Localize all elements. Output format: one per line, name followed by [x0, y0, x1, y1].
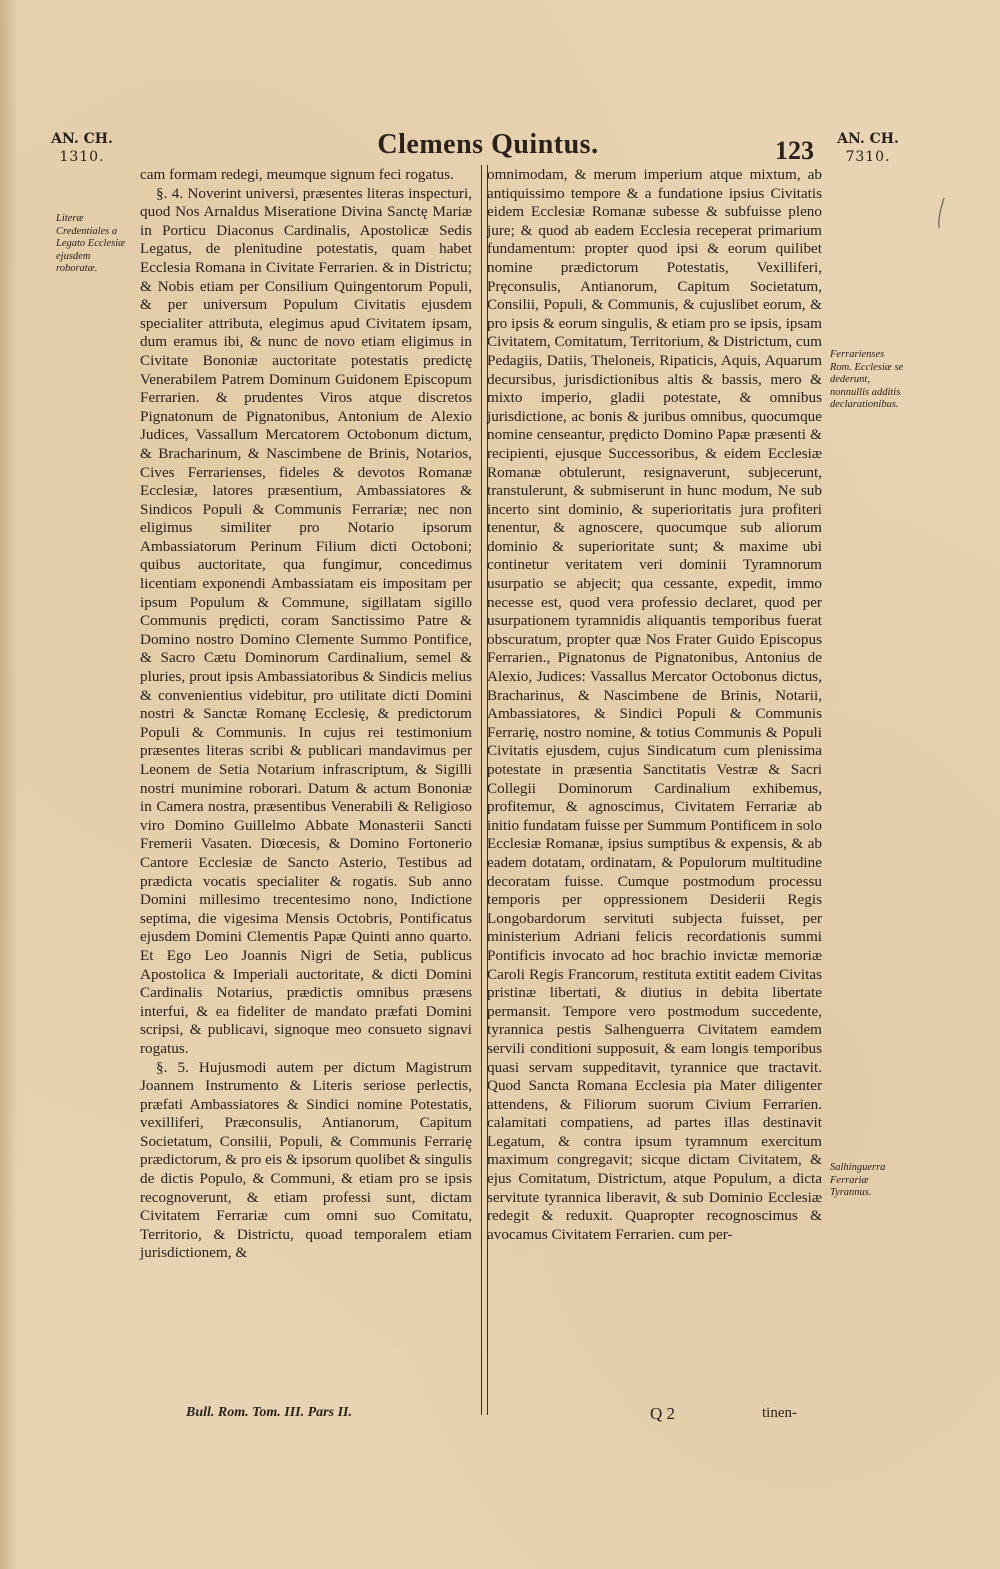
- year-left: 1310.: [59, 149, 105, 165]
- running-head-right: [828, 130, 908, 166]
- signature-mark: Q 2: [650, 1404, 676, 1423]
- text-column-left: [140, 166, 472, 1263]
- paragraph: cam formam redegi, meumque signum feci rogatus.: [140, 166, 454, 183]
- paragraph-section-4: §. 4. Noverint universi, præsentes literas inspecturi, quod Nos Arnaldus Miseratione Divina Sanctę Mariæ in Porticu Diaconus Cardinalis, Apostolicæ Sedis Legatus, de plenitudine potestatis, quam habet Ecclesia Romana in Civitate Ferrarien. & in Districtu; & Nobis etiam per Consilium Quingentorum Populi, & per universum Populum Civitatis ejusdem specialiter attributa, elegimus apud Civitatem ipsam, dum eramus ibi, & nunc de novo etiam eligimus in Civitate Bononiæ auctoritate potestatis predictę Venerabilem Patrem Dominum Guidonem Episcopum Ferrarien. & prudentes Viros atque discretos Pignatonum de Pignatonibus, Antonium de Alexio Judices, Vassallum Mercatorem Octobonum dictum, & Bracharinum, & Nascimbene de Brinis, Notarios, Cives Ferrarienses, fideles & devotos Romanæ Ecclesiæ, latores præsentium, Ambassiatores & Sindicos Populi & Communis Ferrariæ; nec non eligimus similiter pro Notario ipsorum Ambassiatorum Perinum Filium dicti Octoboni; quibus auctoritate, qua fungimur, concedimus licentiam exponendi Ambassiatam eis impositam per ipsum Populum & Commune, sigillatam sigillo Communis prędicti, coram Sanctissimo Patre & Domino nostro Domino Clemente Summo Pontifice, & Sacro Cætu Dominorum Cardinalium, semel & pluries, prout ipsis Ambassiatoribus & Sindicis melius & convenientius videbitur, pro utilitate dicti Domini nostri & Sanctæ Romanę Ecclesię, & predictorum Populi & Communis. In cujus rei testimonium præsentes literas scribi & publicari mandavimus per Leonem de Setia Notarium infrascriptum, & Sigilli nostri munimine roborari. Datum & actum Bononiæ in Camera nostra, præsentibus Venerabili & Religioso viro Domino Guillelmo Abbate Monasterii Sancti Fremerii Vasaten. Diœcesis, & Domino Fortonerio Cantore Ecclesiæ de Sancto Asterio, Testibus ad prædicta vocatis specialiter & rogatis. Sub anno Domini millesimo trecentesimo nono, Indictione septima, die vigesima Mensis Octobris, Pontificatus ejusdem Domini Clementis Papæ Quinti anno quarto. Et Ego Leo Joannis Nigri de Setia, publicus Apostolica & Imperiali auctoritate, & dicti Domini Cardinalis Notarius, prædictis omnibus præsens interfui, & ea fideliter de mandato præfati Domini scripsi, & publicavi, signoque meo consueto signavi rogatus.: [140, 184, 472, 1057]
- text-column-right: [487, 166, 822, 1244]
- page-number: 123: [775, 136, 814, 165]
- margin-note-ferrara-surrender: Ferrarienses Rom. Ecclesiæ se dederunt, nonnullis additis declarationibus.: [830, 349, 904, 410]
- paragraph: omnimodam, & merum imperium atque mixtum, ab antiquissimo tempore & a fundatione ipsius Civitatis eidem Ecclesiæ Romanæ subesse & subfuisse pleno jure; & quod ab eadem Ecclesia receperat primarium fundamentum: propter quod ipsi & eorum quilibet nomine prædictorum Potestatis, Vexilliferi, Pręconsulis, Antianorum, Capitum Societatum, Consilii, Populi, & Communis, & cujuslibet eorum, & pro ipsis & eorum singulis, & etiam pro se ipsis, ipsam Civitatem, Comitatum, Territorium, & Districtum, cum Pedagiis, Datiis, Theloneis, Ripaticis, Aquis, Aquarum decursibus, jurisdictionibus altis & bassis, mero & mixto imperio, gladii potestate, & omnibus jurisdictione, ac bonis & juribus omnibus, quocumque nomine censeantur, prędicto Domino Papæ præsenti & recipienti, ejusque Successoribus, & eidem Ecclesiæ Romanæ obtulerunt, resignaverunt, subjecerunt, transtulerunt, & submiserunt in hunc modum, Ne sub incerto sint dominio, & superioritatis jura profiteri tenentur, & agnoscere, quocumque sub aliorum dominio & superioritate sunt; & maxime ubi continetur veritatem veri dominii Tyramnorum usurpatio se abjecit; qua cessante, expedit, immo necesse est, quod vera professio declaret, quod per usurpationem tyramnidis aliquantis temporibus fuerat obscuratum, propter quæ Nos Frater Guido Episcopus Ferrarien., Pignatonus de Pignatonibus, Antonius de Alexio, Judices: Vassallus Mercator Octobonus dictus, Bracharinus, & Nascimbene de Brinis, Notarii, Ambassiatores, & Sindici Populi & Communis Ferrarię, nostro nomine, & totius Communis & Populi Civitatis ejusdem, cujus Sindicatum cum plenissima potestate in præsentia Sanctitatis Vestræ & Sacri Collegii Dominorum Cardinalium exhibemus, profitemur, & agnoscimus, Civitatem Ferrariæ ab initio fundatam fuisse per Summum Pontificem in solo Ecclesiæ Romanæ, ipsius sumptibus & expensis, & ab eadem dotatam, ordinatam, & Populorum multitudine decoratam fuisse. Cumque postmodum processu temporis per oppressionem Desiderii Regis Longobardorum servituti subjecta fuisset, per ministerium Adriani felicis recordationis summi Pontificis invocato ad hoc brachio invictæ memoriæ Caroli Regis Francorum, restituta extitit eadem Civitas pristinæ libertati, & diutius in debita libertate permansit. Tempore vero postmodum succedente, tyrannica pestis Salhenguerra Civitatem eamdem servili conditioni supposuit, & eam longis temporibus quasi servam suppeditavit, tyrannice que tractavit. Quod Sancta Romana Ecclesia pia Mater diligenter attendens, & Filiorum suorum Civium Ferrarien. calamitati compatiens, ad partes illas destinavit Legatum, & contra ipsum tyramnum exercitum maximum congregavit; sicque dictam Civitatem, & ejus Comitatum, Districtum, atque Populum, a dicta servitute tyrannica liberavit, & sub Dominio Ecclesiæ redegit & reduxit. Quapropter recognoscimus & avocamus Civitatem Ferrarien. cum per-: [487, 166, 822, 1243]
- pencil-mark-icon: [935, 196, 949, 230]
- footer-signature: Bull. Rom. Tom. III. Pars II.: [186, 1405, 352, 1420]
- year-right: 7310.: [845, 149, 891, 165]
- year-label-right: AN. CH.: [837, 131, 899, 147]
- page-gutter-shadow: [0, 0, 18, 1569]
- catchword: tinen-: [762, 1405, 797, 1421]
- paragraph-section-5: §. 5. Hujusmodi autem per dictum Magistrum Joannem Instrumento & Literis seriose perlectis, præfati Ambassiatores & Sindici nomine Potestatis, vexilliferi, Præconsulis, Antianorum, Capitum Societatum, Consilii, Populi, & Communis Ferrarię prædictorum, & pro eis & ipsorum quolibet & singulis de dictis Populo, & Communi, & etiam pro se ipsis recognoverunt, & etiam professi sunt, dictam Civitatem Ferrariæ cum omni suo Comitatu, Territorio, & Districtu, quoad temporalem etiam jurisdictionem, &: [140, 1058, 472, 1262]
- year-label-left: AN. CH.: [51, 131, 113, 147]
- margin-note-tyrant: Salhinguerra Ferrariæ Tyrannus.: [830, 1162, 886, 1198]
- page-title: Clemens Quintus.: [377, 129, 599, 160]
- running-head-left: [42, 130, 122, 166]
- margin-note-credentials: Literæ Credentiales a Legato Ecclesiæ ejusdem roboratæ.: [56, 213, 126, 274]
